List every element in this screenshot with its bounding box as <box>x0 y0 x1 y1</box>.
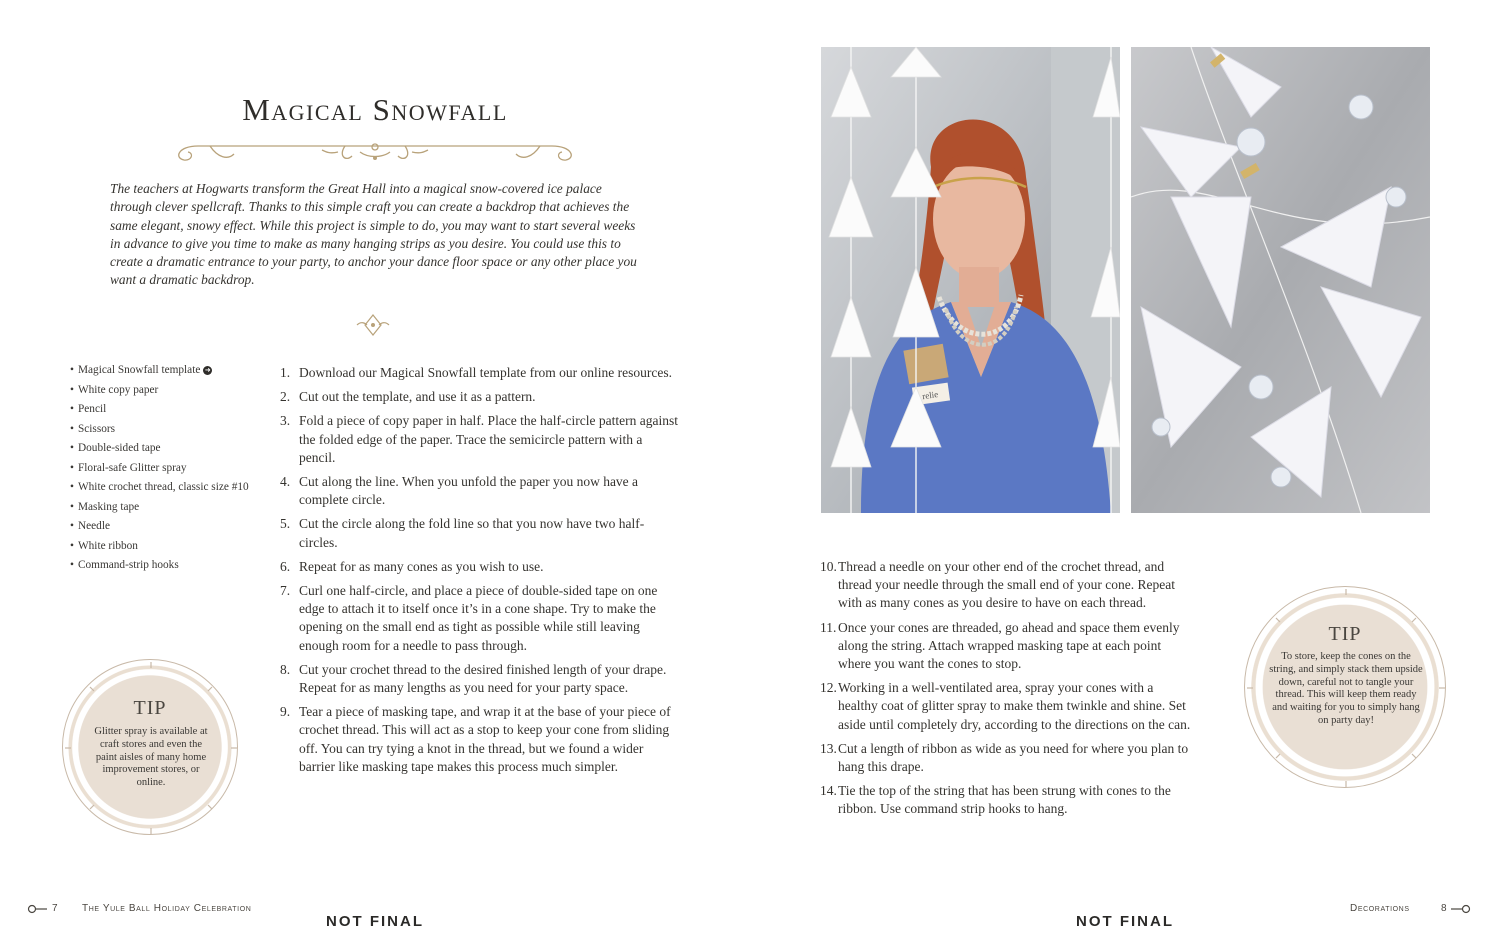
material-item: • Pencil <box>70 403 270 417</box>
step-text: Cut along the line. When you unfold the paper you now have a complete circle. <box>299 474 639 508</box>
step-number: 6. <box>280 558 291 574</box>
intro-paragraph: The teachers at Hogwarts transform the Great Hall into a magical snow-covered ice palace through clever spellcraft. Thanks to this simple craft you can create a backdrop that achieves the same elegant, snowy effect. While this project is simple to do, you may want to start several weeks in advance to give you time to make as many hanging strips as you desire. You could use this to create a dramatic entrance to your party, to anchor your dance floor space or any other place you want a dramatic backdrop. <box>110 181 637 288</box>
material-item: • White ribbon <box>70 540 270 554</box>
step-text: Curl one half-circle, and place a piece of double-sided tape on one edge to attach it to itself once it’s in a cone shape. Try to make the opening on the small end as tight as possible while still leaving enough room for a needle to pass through. <box>299 583 658 653</box>
step-item <box>280 703 680 776</box>
not-final-watermark-left: NOT FINAL <box>326 913 424 930</box>
photo-paper-cones-with-crystals <box>1131 47 1430 513</box>
step-number: 14. <box>820 783 837 799</box>
material-item: • Scissors <box>70 423 270 437</box>
step-text: Fold a piece of copy paper in half. Place the half-circle pattern against the folded edge of the paper. Trace the semicircle pattern with a pencil. <box>299 413 678 465</box>
photo-woman-with-cones <box>821 47 1120 513</box>
step-number: 11. <box>820 619 837 635</box>
material-item: • Needle <box>70 520 270 534</box>
step-text: Repeat for as many cones as you wish to use. <box>299 558 544 574</box>
step-item <box>280 515 680 551</box>
step-number: 13. <box>820 740 837 756</box>
step-number: 9. <box>280 704 291 720</box>
step-text: Cut out the template, and use it as a pattern. <box>299 389 536 405</box>
material-item: • Floral-safe Glitter spray <box>70 462 270 476</box>
step-item <box>820 619 1195 674</box>
step-number: 3. <box>280 413 291 429</box>
step-item <box>820 558 1195 613</box>
section-divider-ornament <box>355 313 391 339</box>
step-number: 10. <box>820 559 837 574</box>
tip-circle-left <box>62 659 238 835</box>
step-number: 1. <box>280 365 291 380</box>
step-text: Once your cones are threaded, go ahead and space them evenly along the string. Attach wrapped masking tape at each point where you want the cones to stop. <box>838 619 1180 672</box>
steps-list-right <box>820 558 1195 825</box>
step-text: Cut a length of ribbon as wide as you need for where you plan to hang this drape. <box>838 740 1189 775</box>
step-item <box>280 388 680 406</box>
step-number: 2. <box>280 389 291 405</box>
step-number: 7. <box>280 583 291 599</box>
step-number: 5. <box>280 516 291 532</box>
step-item <box>280 558 680 576</box>
step-item <box>820 740 1195 776</box>
page-number-left: 7 <box>52 903 59 914</box>
step-text: Cut the circle along the fold line so that you now have two half-circles. <box>299 516 645 550</box>
step-item <box>820 679 1195 734</box>
footer-key-ornament-right <box>1450 904 1472 914</box>
step-number: 8. <box>280 661 291 677</box>
footer-key-ornament-left <box>26 904 48 914</box>
page-number-right: 8 <box>1441 903 1448 914</box>
material-item-label: Magical Snowfall template <box>78 364 201 376</box>
step-text: Working in a well-ventilated area, spray your cones with a healthy coat of glitter spray to make them twinkle and shine. Set aside until completely dry, according to the directions on the can. <box>838 680 1191 732</box>
page-title: Magical Snowfall <box>242 92 508 127</box>
step-item <box>280 364 680 382</box>
tip-title: TIP <box>1328 623 1362 645</box>
step-item <box>280 661 680 697</box>
material-item <box>70 364 270 378</box>
running-head-left: The Yule Ball Holiday Celebration <box>82 903 252 914</box>
step-number: 4. <box>280 474 291 490</box>
step-item <box>280 473 680 509</box>
tip-title: TIP <box>133 697 167 719</box>
material-item: • Double-sided tape <box>70 442 270 456</box>
step-number: 12. <box>820 680 837 696</box>
not-final-watermark-right: NOT FINAL <box>1076 913 1174 930</box>
steps-list-left <box>280 364 680 782</box>
step-text: Thread a needle on your other end of the crochet thread, and thread your needle through the small end of your cone. Repeat with as many cones as you desire to have on each thread. <box>838 559 1176 611</box>
tip-body: Glitter spray is available at craft stores and even the paint aisles of many home improvement stores, or online. <box>94 726 208 789</box>
step-item <box>280 412 680 467</box>
running-head-right: Decorations <box>1350 903 1410 914</box>
title-flourish-ornament <box>170 138 580 168</box>
step-text: Cut your crochet thread to the desired finished length of your drape. Repeat for as many lengths as you need for your party space. <box>299 661 667 696</box>
tip-body: To store, keep the cones on the string, and simply stack them upside down, careful not to tangle your thread. This will keep them ready and waiting for you to simply hang on party day! <box>1269 651 1423 726</box>
name-badge-text: relie <box>921 389 939 402</box>
download-icon[interactable]: ➜ <box>204 366 211 374</box>
tip-circle-right <box>1244 586 1446 788</box>
material-item: • White crochet thread, classic size #10 <box>70 481 270 495</box>
material-item: • White copy paper <box>70 384 270 398</box>
step-item <box>280 582 680 655</box>
step-text: Download our Magical Snowfall template from our online resources. <box>299 365 673 380</box>
step-item <box>820 782 1195 818</box>
materials-list <box>70 364 270 579</box>
step-text: Tear a piece of masking tape, and wrap it at the base of your piece of crochet thread. This will act as a stop to keep your cone from sliding off. You can try tying a knot in the thread, but we found a wider barrier like masking tape makes this process much simpler. <box>299 704 671 774</box>
step-text: Tie the top of the string that has been strung with cones to the ribbon. Use command strip hooks to hang. <box>838 783 1171 817</box>
material-item: • Command-strip hooks <box>70 559 270 573</box>
material-item: • Masking tape <box>70 501 270 515</box>
